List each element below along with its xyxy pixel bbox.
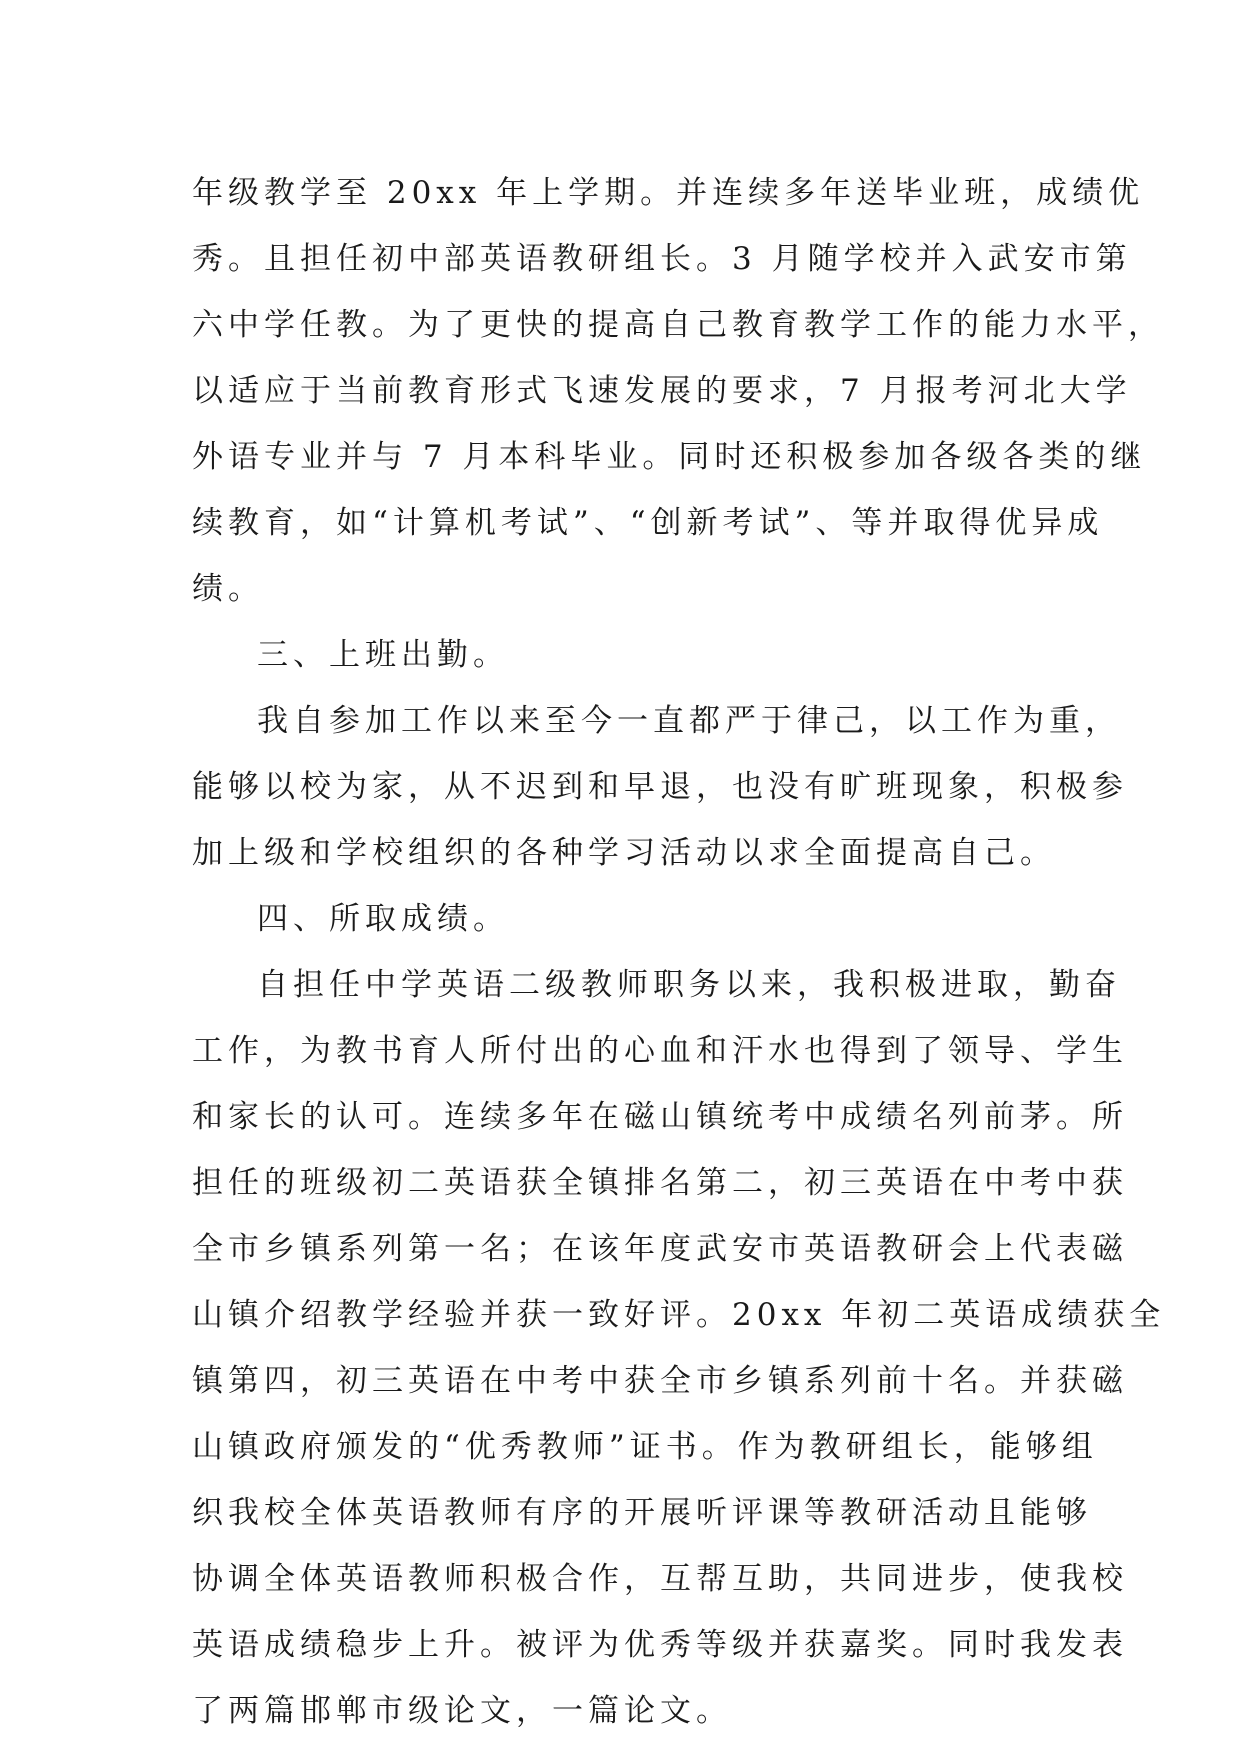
paragraph-line: 自担任中学英语二级教师职务以来，我积极进取，勤奋 [257,967,1121,1003]
paragraph-line: 镇第四，初三英语在中考中获全市乡镇系列前十名。并获磁 [192,1363,1128,1399]
paragraph-line: 外语专业并与 7 月本科毕业。同时还积极参加各级各类的继 [192,439,1147,475]
paragraph-line: 能够以校为家，从不迟到和早退，也没有旷班现象，积极参 [192,769,1128,805]
section-heading-attendance: 三、上班出勤。 [257,637,509,673]
paragraph-line: 全市乡镇系列第一名；在该年度武安市英语教研会上代表磁 [192,1231,1128,1267]
paragraph-line: 以适应于当前教育形式飞速发展的要求，7 月报考河北大学 [192,373,1132,409]
section-heading-achievements: 四、所取成绩。 [257,901,509,937]
paragraph-line: 协调全体英语教师积极合作，互帮互助，共同进步，使我校 [192,1561,1128,1597]
paragraph-line: 织我校全体英语教师有序的开展听评课等教研活动且能够 [192,1495,1092,1531]
paragraph-line: 担任的班级初二英语获全镇排名第二，初三英语在中考中获 [192,1165,1128,1201]
paragraph-line: 和家长的认可。连续多年在磁山镇统考中成绩名列前茅。所 [192,1099,1128,1135]
paragraph-line: 了两篇邯郸市级论文，一篇论文。 [192,1693,732,1729]
paragraph-line: 加上级和学校组织的各种学习活动以求全面提高自己。 [192,835,1056,871]
paragraph-line: 英语成绩稳步上升。被评为优秀等级并获嘉奖。同时我发表 [192,1627,1128,1663]
document-body [192,160,1166,1744]
paragraph-line: 六中学任教。为了更快的提高自己教育教学工作的能力水平， [192,307,1164,343]
paragraph-line: 年级教学至 20xx 年上学期。并连续多年送毕业班，成绩优 [192,175,1145,211]
paragraph-line: 绩。 [192,571,264,607]
paragraph-line: 山镇介绍教学经验并获一致好评。20xx 年初二英语成绩获全 [192,1297,1166,1333]
paragraph-line: 秀。且担任初中部英语教研组长。3 月随学校并入武安市第 [192,241,1132,277]
paragraph-line: 我自参加工作以来至今一直都严于律己，以工作为重， [257,703,1121,739]
paragraph-line: 续教育，如“计算机考试”、“创新考试”、等并取得优异成 [192,505,1104,541]
paragraph-line: 工作，为教书育人所付出的心血和汗水也得到了领导、学生 [192,1033,1128,1069]
paragraph-line: 山镇政府颁发的“优秀教师”证书。作为教研组长，能够组 [192,1429,1098,1465]
